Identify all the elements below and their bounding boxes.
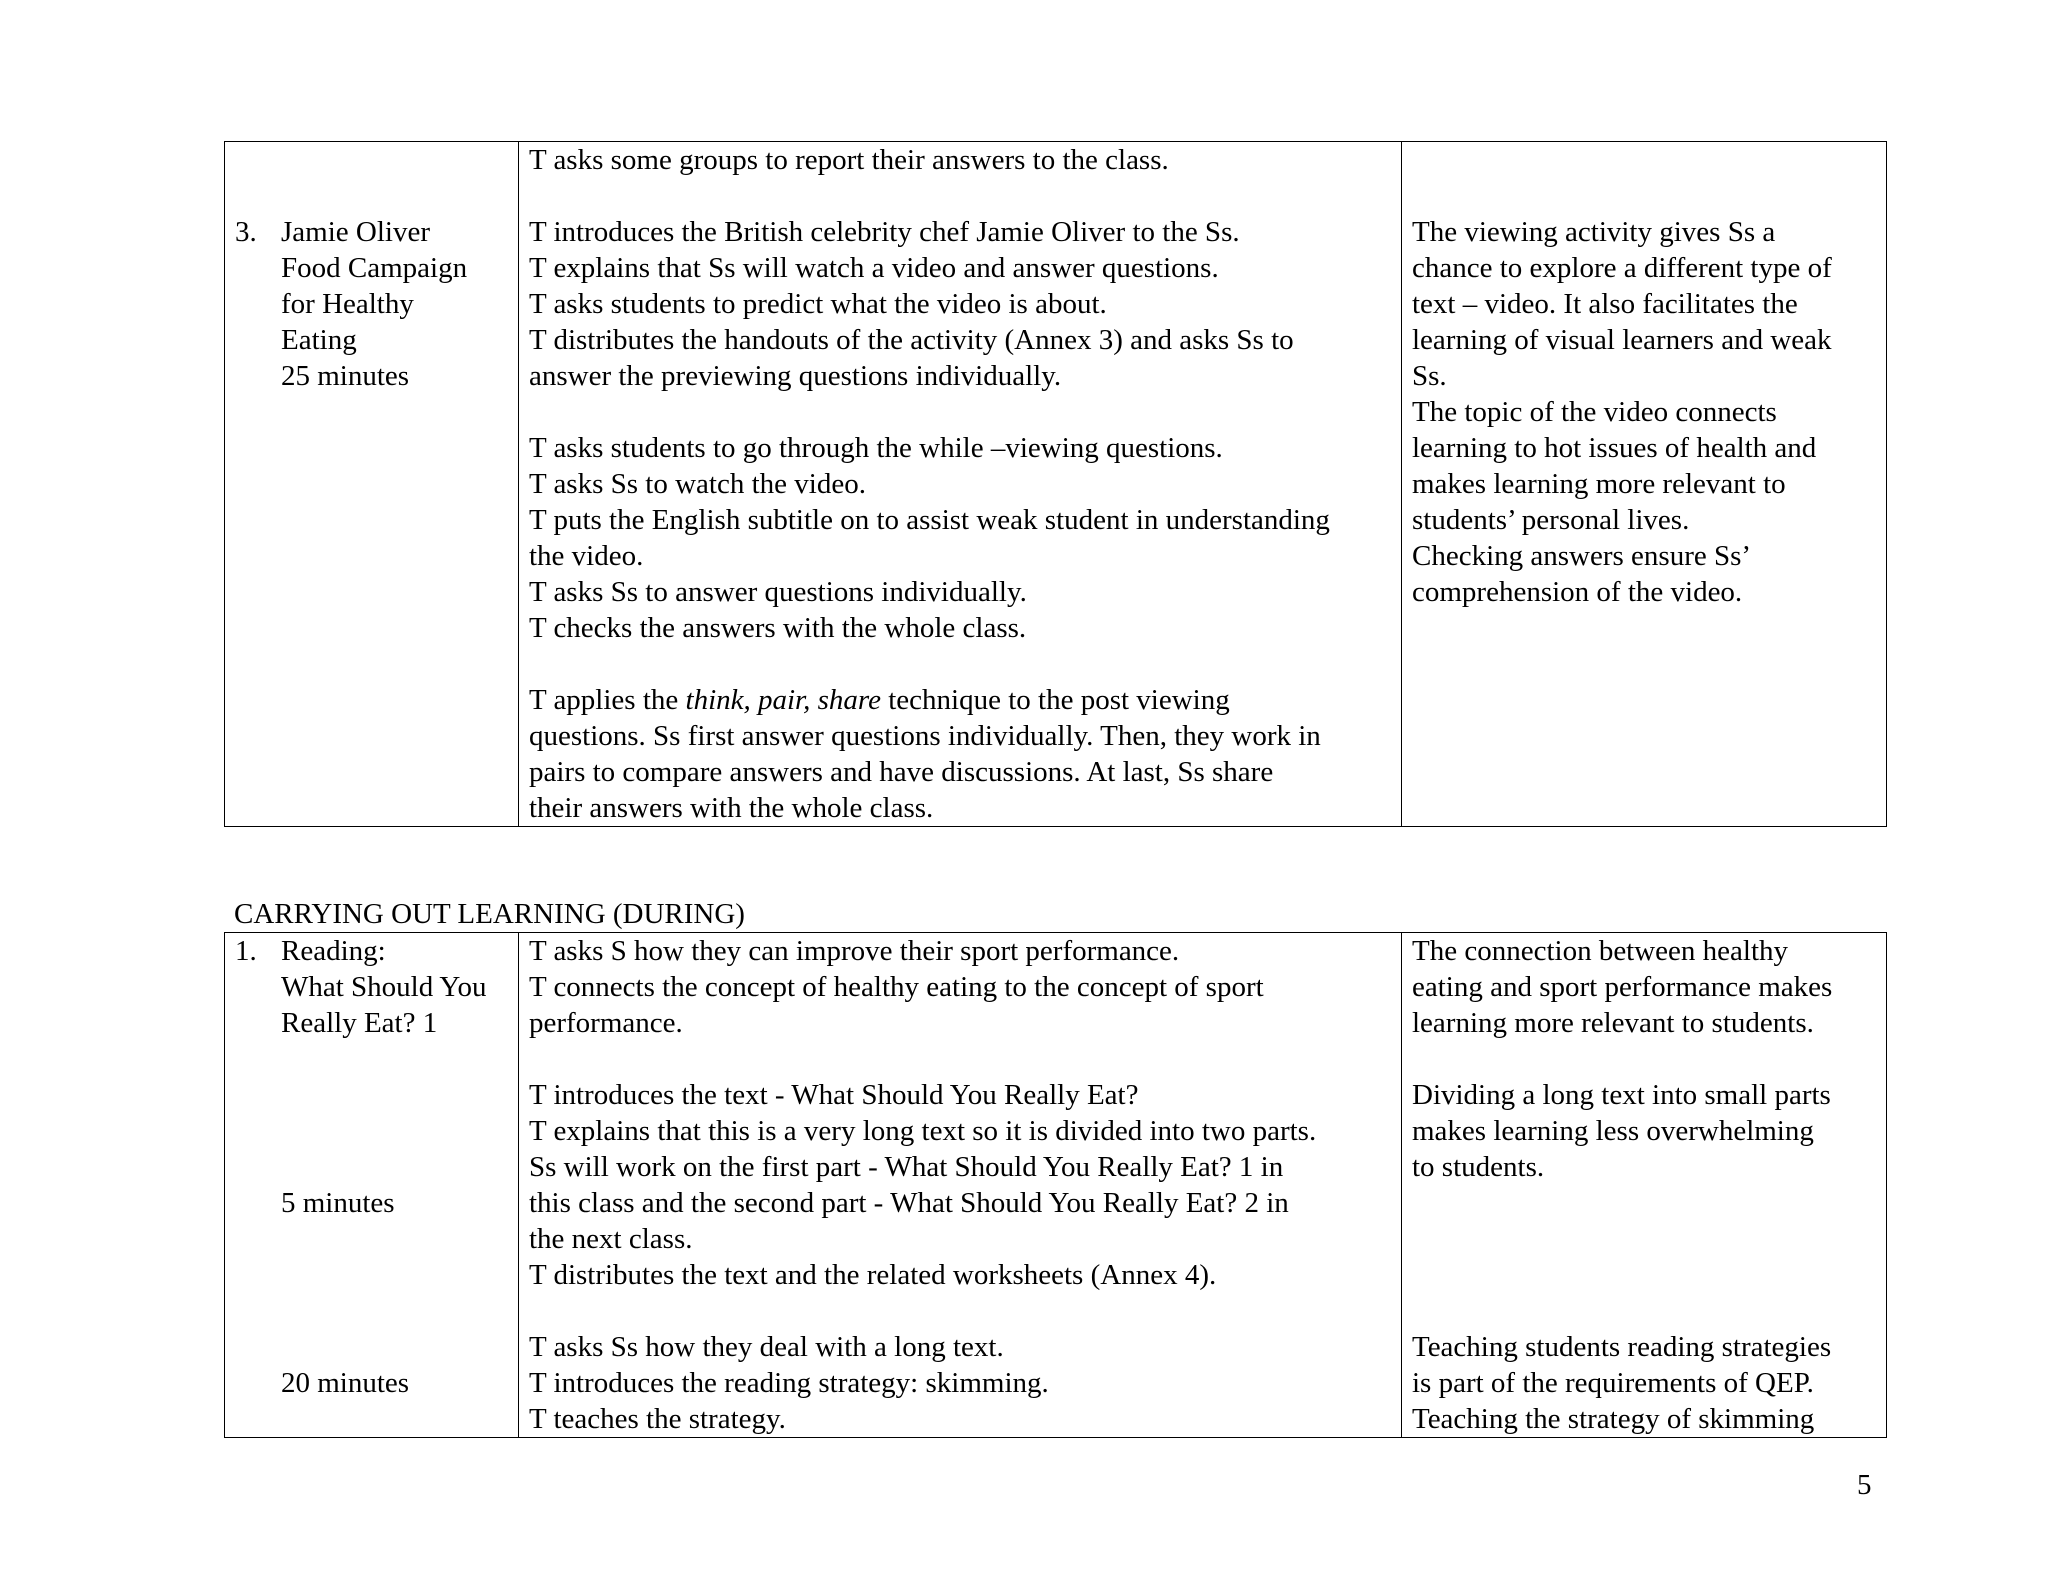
technique-name: think, pair, share xyxy=(685,684,881,716)
procedure-line: T teaches the strategy. xyxy=(529,1403,786,1435)
procedure-line: T introduces the reading strategy: skimming. xyxy=(529,1367,1049,1399)
stage-title-line: Really Eat? 1 xyxy=(281,1007,438,1039)
procedure-line: T asks some groups to report their answers to the class. xyxy=(529,144,1169,176)
procedure-line: T asks Ss how they deal with a long text. xyxy=(529,1331,1004,1363)
procedure-line: questions. Ss first answer questions individually. Then, they work in xyxy=(529,720,1321,752)
stage-title-line: What Should You xyxy=(281,971,487,1003)
procedure-line: T distributes the handouts of the activity (Annex 3) and asks Ss to xyxy=(529,324,1294,356)
procedure-line: T asks Ss to answer questions individually. xyxy=(529,576,1027,608)
rationale-line: eating and sport performance makes xyxy=(1412,971,1833,1003)
procedure-line: their answers with the whole class. xyxy=(529,792,934,824)
procedure-line: answer the previewing questions individually. xyxy=(529,360,1062,392)
procedure-cell xyxy=(519,933,1402,1438)
rationale-line: makes learning more relevant to xyxy=(1412,468,1786,500)
rationale-line: The topic of the video connects xyxy=(1412,396,1777,428)
rationale-line: makes learning less overwhelming xyxy=(1412,1115,1814,1147)
stage-number: 3. xyxy=(235,216,257,248)
stage-duration: 5 minutes xyxy=(281,1187,395,1219)
procedure-line: pairs to compare answers and have discussions. At last, Ss share xyxy=(529,756,1274,788)
rationale-line: Teaching students reading strategies xyxy=(1412,1331,1832,1363)
rationale-line: to students. xyxy=(1412,1151,1545,1183)
procedure-line: T asks S how they can improve their sport performance. xyxy=(529,935,1180,967)
procedure-line: T asks students to predict what the video is about. xyxy=(529,288,1107,320)
stage-title-line: Jamie Oliver xyxy=(281,216,430,248)
rationale-line: chance to explore a different type of xyxy=(1412,252,1832,284)
rationale-line: Teaching the strategy of skimming xyxy=(1412,1403,1815,1435)
rationale-line: text – video. It also facilitates the xyxy=(1412,288,1798,320)
stage-duration: 20 minutes xyxy=(281,1367,410,1399)
rationale-line: Dividing a long text into small parts xyxy=(1412,1079,1831,1111)
rationale-line: The connection between healthy xyxy=(1412,935,1789,967)
rationale-line: comprehension of the video. xyxy=(1412,576,1743,608)
rationale-line: Ss. xyxy=(1412,360,1447,392)
rationale-line: learning of visual learners and weak xyxy=(1412,324,1832,356)
rationale-line: learning to hot issues of health and xyxy=(1412,432,1817,464)
rationale-line: The viewing activity gives Ss a xyxy=(1412,216,1776,248)
procedure-line: T explains that this is a very long text so it is divided into two parts. xyxy=(529,1115,1317,1147)
section-heading: CARRYING OUT LEARNING (DURING) xyxy=(234,898,745,930)
stage-title-line: Eating xyxy=(281,324,357,356)
procedure-line: this class and the second part - What Should You Really Eat? 2 in xyxy=(529,1187,1289,1219)
procedure-line: T asks students to go through the while –viewing questions. xyxy=(529,432,1223,464)
procedure-line-mixed xyxy=(529,682,1391,718)
page-number: 5 xyxy=(1857,1469,1872,1501)
rationale-line: students’ personal lives. xyxy=(1412,504,1690,536)
procedure-line: the video. xyxy=(529,540,644,572)
stage-cell xyxy=(225,933,519,1438)
stage-duration: 25 minutes xyxy=(281,360,410,392)
stage-number: 1. xyxy=(235,935,257,967)
procedure-line: T puts the English subtitle on to assist weak student in understanding xyxy=(529,504,1330,536)
rationale-cell xyxy=(1402,933,1887,1438)
rationale-line: Checking answers ensure Ss’ xyxy=(1412,540,1752,572)
stage-cell xyxy=(225,142,519,827)
procedure-text: technique to the post viewing xyxy=(881,684,1230,716)
stage-title-line: Reading: xyxy=(281,935,386,967)
rationale-line: learning more relevant to students. xyxy=(1412,1007,1814,1039)
procedure-line: T introduces the text - What Should You Really Eat? xyxy=(529,1079,1139,1111)
procedure-line: T checks the answers with the whole class. xyxy=(529,612,1027,644)
stage-title-line: Food Campaign xyxy=(281,252,468,284)
procedure-line: T distributes the text and the related worksheets (Annex 4). xyxy=(529,1259,1217,1291)
procedure-line: Ss will work on the first part - What Should You Really Eat? 1 in xyxy=(529,1151,1284,1183)
activity-table-1 xyxy=(224,141,1887,827)
procedure-line: performance. xyxy=(529,1007,683,1039)
procedure-line: T asks Ss to watch the video. xyxy=(529,468,866,500)
procedure-line: T explains that Ss will watch a video and answer questions. xyxy=(529,252,1219,284)
procedure-line: T introduces the British celebrity chef Jamie Oliver to the Ss. xyxy=(529,216,1240,248)
procedure-line: T connects the concept of healthy eating to the concept of sport xyxy=(529,971,1264,1003)
procedure-line: the next class. xyxy=(529,1223,693,1255)
procedure-cell xyxy=(519,142,1402,827)
rationale-cell xyxy=(1402,142,1887,827)
rationale-line: is part of the requirements of QEP. xyxy=(1412,1367,1814,1399)
activity-table-2 xyxy=(224,932,1887,1438)
stage-title-line: for Healthy xyxy=(281,288,414,320)
procedure-text: T applies the xyxy=(529,684,686,716)
